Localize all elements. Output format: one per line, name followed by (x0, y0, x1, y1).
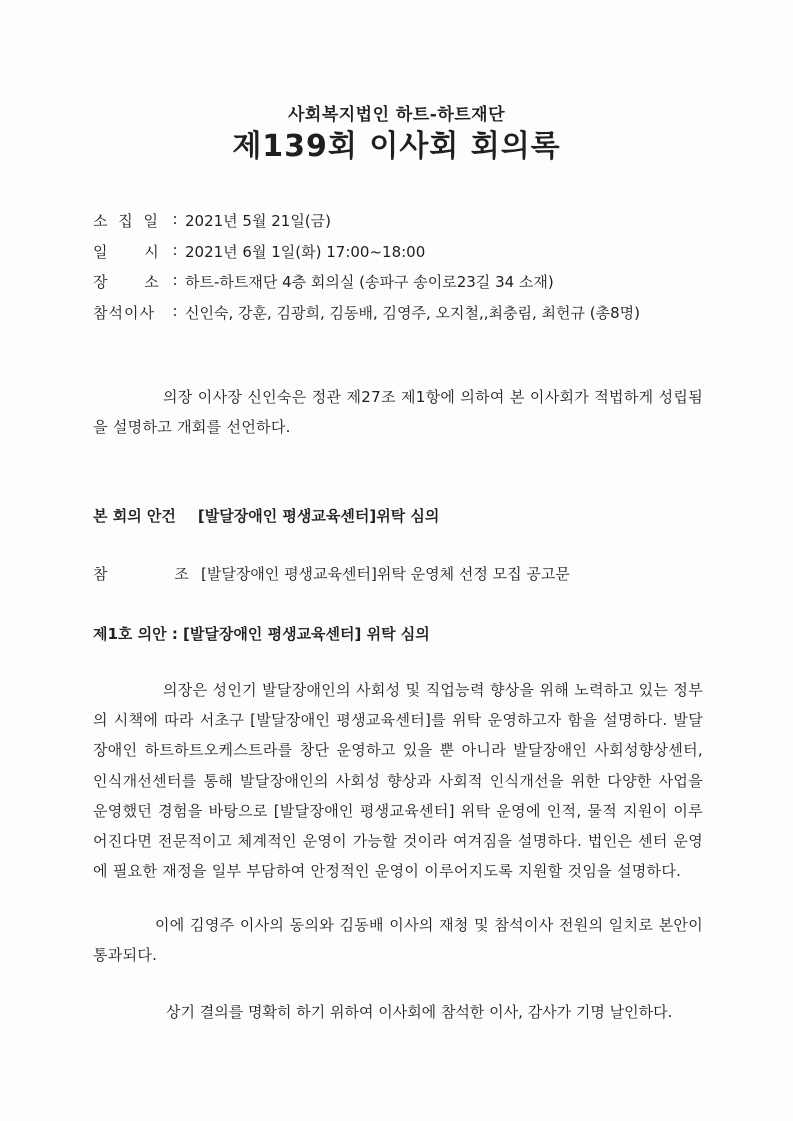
intro-text: 의장 이사장 신인숙은 정관 제27조 제1항에 의하여 본 이사회가 적법하게 성립됨을 설명하고 개회를 선언하다. (93, 388, 703, 437)
closing-statement: 상기 결의를 명확히 하기 위하여 이사회에 참석한 이사, 감사가 기명 날인하다. (166, 1003, 673, 1021)
organization-name: 사회복지법인 하트-하트재단 (287, 105, 506, 125)
info-separator: : (172, 302, 178, 321)
info-row-place (93, 271, 733, 302)
info-label: 장 소 (93, 273, 162, 292)
motion-body (93, 675, 703, 886)
info-value: 2021년 6월 1일(화) 17:00~18:00 (185, 242, 426, 261)
info-separator: : (172, 210, 178, 228)
info-value: 신인숙, 강훈, 김광희, 김동배, 김영주, 오지철,,최충림, 최헌규 (총8명) (185, 304, 641, 323)
info-row-datetime (93, 241, 733, 272)
reference-value: [발달장애인 평생교육센터]위탁 운영체 선정 모집 공고문 (201, 565, 570, 583)
info-value: 2021년 5월 21일(금) (185, 212, 332, 230)
info-separator: : (172, 240, 178, 259)
info-label: 참석이사 (93, 304, 155, 323)
motion-resolution (93, 910, 703, 970)
info-separator: : (172, 271, 178, 290)
reference-label: 참 조 (93, 565, 189, 583)
info-label: 일 시 (93, 242, 162, 261)
info-row-convened (93, 210, 733, 241)
intro-paragraph (93, 382, 703, 442)
agenda-line (93, 505, 439, 526)
motion-body-text: 의장은 성인기 발달장애인의 사회성 및 직업능력 향상을 위해 노력하고 있는 정부의 시책에 따라 서초구 [발달장애인 평생교육센터]를 위탁 운영하고자 함을 설명하다. 발달장애인 하트하트오케스트라를 창단 운영하고 있을 뿐 아니라 발달장애인 사회성향상센터, 인식개선센터를 통해 발달장애인의 사회성 향상과 사회적 인식개선을 위한 다양한 사업을 운영했던 경험을 바탕으로 [발달장애인 평생교육센터] 위탁 운영에 인적, 물적 지원이 이루어진다면 전문적이고 체계적인 운영이 가능할 것이라 여겨짐을 설명하다. 법인은 센터 운영에 필요한 재정을 일부 부담하여 안정적인 운영이 이루어지도록 지원할 것임을 설명하다. (93, 681, 703, 881)
agenda-value: [발달장애인 평생교육센터]위탁 심의 (197, 507, 440, 525)
agenda-label: 본 회의 안건 (93, 507, 176, 525)
document-title: 제139회 이사회 회의록 (232, 129, 561, 164)
motion-title: 제1호 의안 : [발달장애인 평생교육센터] 위탁 심의 (93, 625, 430, 643)
info-label: 소 집 일 (93, 212, 162, 230)
motion-resolution-text: 이에 김영주 이사의 동의와 김동배 이사의 재청 및 참석이사 전원의 일치로 본안이 통과되다. (93, 916, 703, 965)
info-row-attendees (93, 302, 733, 333)
info-value: 하트-하트재단 4층 회의실 (송파구 송이로23길 34 소재) (185, 273, 554, 292)
reference-line (93, 563, 570, 584)
meeting-info (93, 210, 733, 333)
